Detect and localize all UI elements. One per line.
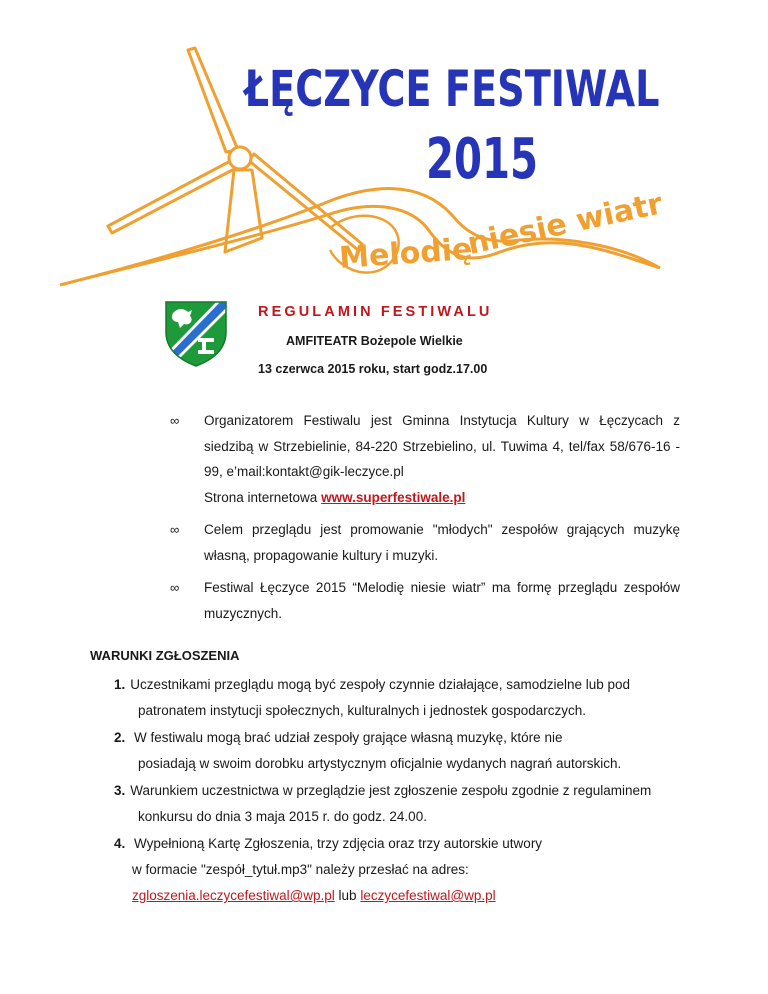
condition-line: patronatem instytucji społecznych, kulturalnych i jednostek gospodarczych. bbox=[138, 703, 586, 718]
list-item bbox=[114, 778, 674, 830]
email-line bbox=[114, 883, 674, 909]
list-item bbox=[170, 408, 680, 510]
list-item bbox=[170, 517, 680, 568]
conditions-title: WARUNKI ZGŁOSZENIA bbox=[90, 648, 240, 663]
website-link[interactable]: www.superfestiwale.pl bbox=[321, 489, 466, 505]
item-number: 4. bbox=[114, 836, 126, 851]
festival-logo bbox=[0, 0, 768, 300]
info-bullets bbox=[170, 408, 680, 633]
format-text: Festiwal Łęczyce 2015 “Melodię niesie wiatr” ma formę przeglądu zespołów muzycznych. bbox=[204, 580, 680, 621]
list-item bbox=[170, 575, 680, 626]
infinity-bullet-icon: ∞ bbox=[170, 580, 180, 595]
condition-line: w formacie "zespół_tytuł.mp3" należy przesłać na adres: bbox=[132, 862, 469, 877]
slogan-part-2: niesie wiatr bbox=[464, 186, 666, 262]
list-item bbox=[114, 672, 674, 724]
goal-text: Celem przeglądu jest promowanie "młodych" zespołów grających muzykę własną, propagowanie kultury i muzyki. bbox=[204, 522, 680, 563]
connector-text: lub bbox=[334, 888, 361, 903]
item-number: 2. bbox=[114, 730, 126, 745]
item-number: 3. bbox=[114, 783, 126, 798]
venue-text: AMFITEATR Bożepole Wielkie bbox=[286, 334, 463, 348]
condition-line: Warunkiem uczestnictwa w przeglądzie jest zgłoszenie zespołu zgodnie z regulaminem bbox=[130, 783, 652, 798]
festival-title: ŁĘCZYCE FESTIWAL bbox=[242, 60, 660, 118]
infinity-bullet-icon: ∞ bbox=[170, 522, 180, 537]
organizer-text: Organizatorem Festiwalu jest Gminna Instytucja Kultury w Łęczycach z siedzibą w Strzebielinie, 84-220 Strzebielino, ul. Tuwima 4, tel/fax 58/676-16 - 99, e’mail:kontakt@gik-leczyce.pl bbox=[204, 413, 680, 479]
item-number: 1. bbox=[114, 677, 126, 692]
condition-line: W festiwalu mogą brać udział zespoły grające własną muzykę, które nie bbox=[130, 730, 563, 745]
date-text: 13 czerwca 2015 roku, start godz.17.00 bbox=[258, 362, 488, 376]
website-label: Strona internetowa bbox=[204, 489, 322, 505]
condition-line: konkursu do dnia 3 maja 2015 r. do godz. 24.00. bbox=[138, 809, 427, 824]
condition-line: posiadają w swoim dorobku artystycznym oficjalnie wydanych nagrań autorskich. bbox=[138, 756, 622, 771]
list-item bbox=[114, 831, 674, 909]
conditions-list bbox=[114, 672, 674, 910]
infinity-bullet-icon: ∞ bbox=[170, 413, 180, 428]
condition-line: Wypełnioną Kartę Zgłoszenia, trzy zdjęcia oraz trzy autorskie utwory bbox=[130, 836, 543, 851]
condition-line: Uczestnikami przeglądu mogą być zespoły czynnie działające, samodzielne lub pod bbox=[130, 677, 631, 692]
list-item bbox=[114, 725, 674, 777]
slogan-part-1: Melodię bbox=[338, 231, 474, 276]
festival-email-link[interactable]: leczycefestiwal@wp.pl bbox=[360, 888, 496, 903]
municipal-coat-of-arms-icon bbox=[160, 298, 232, 368]
submission-email-link[interactable]: zgloszenia.leczycefestiwal@wp.pl bbox=[132, 888, 335, 903]
regulations-title: REGULAMIN FESTIWALU bbox=[258, 304, 493, 320]
festival-year: 2015 bbox=[426, 127, 538, 192]
